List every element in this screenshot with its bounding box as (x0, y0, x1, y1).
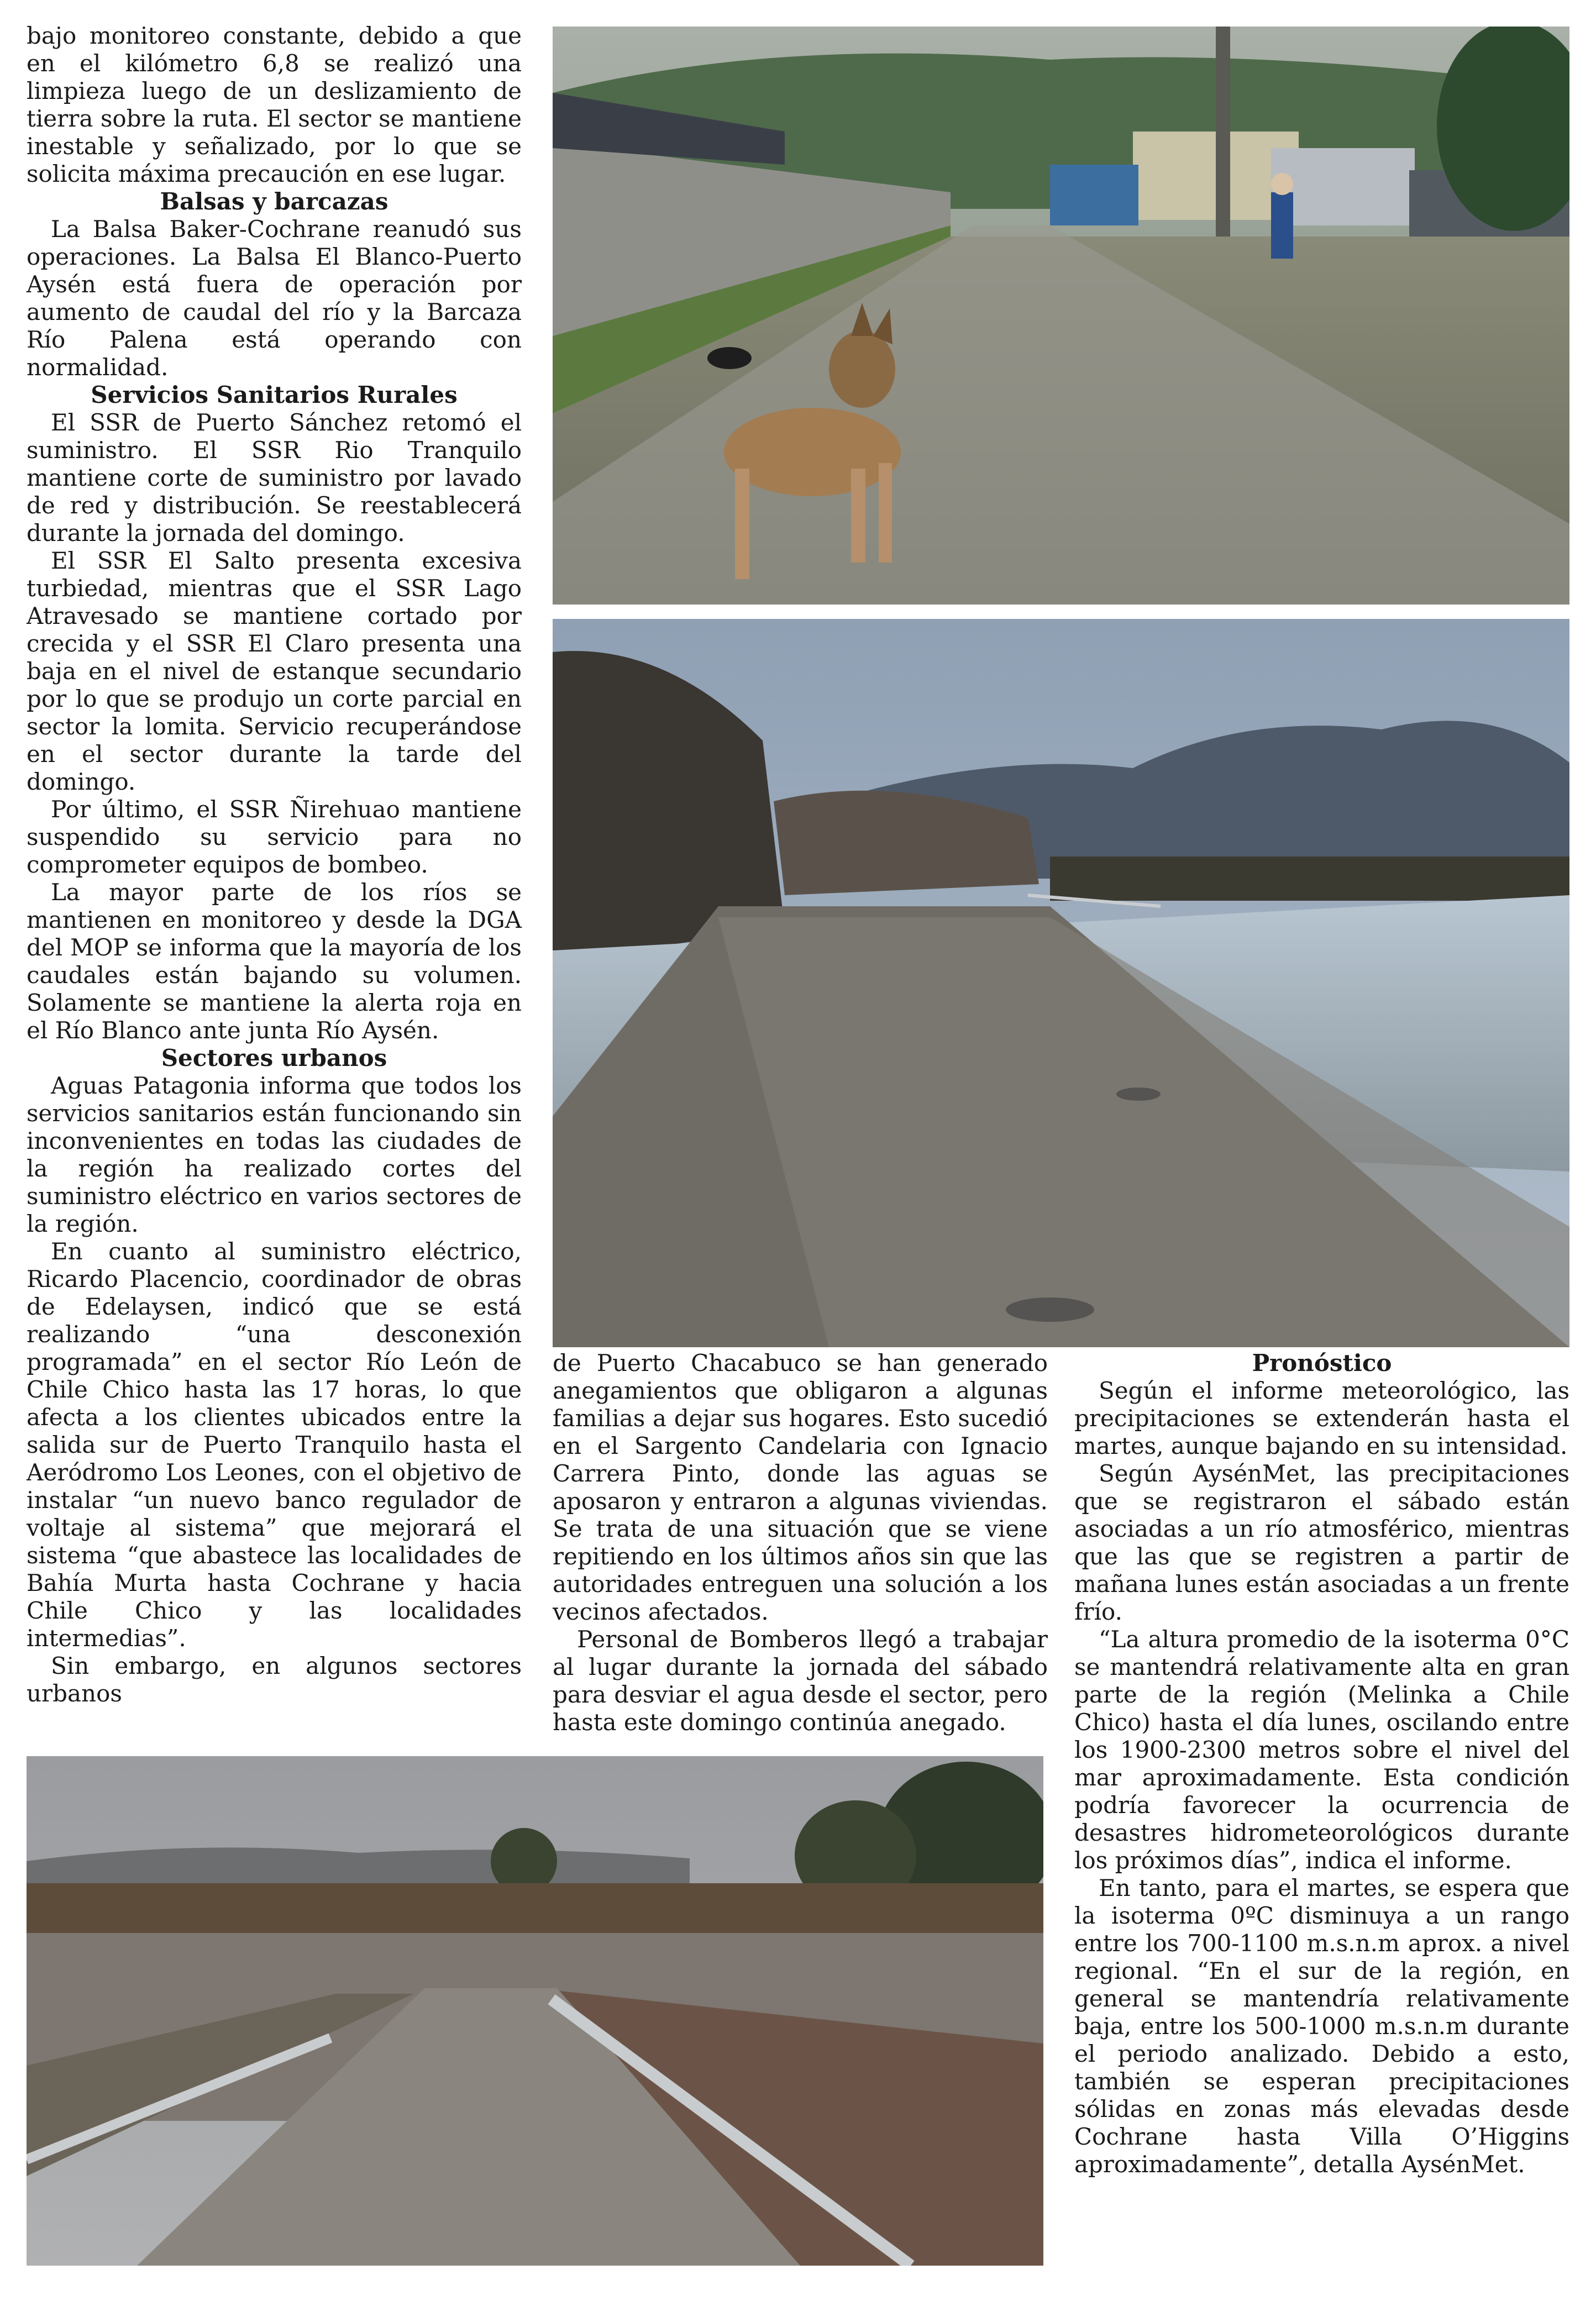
paragraph-pronostico-3: “La altura promedio de la isoterma 0°C se mantendrá relativamente alta en gran parte de la región (Melinka a Chile Chico) hasta el día lunes, oscilando entre los 1900-2300 metros sobre el nivel del mar aproximadamente. Esta condición podría favorecer la ocurrencia de desastres hidrometeorológicos durante los próximos días”, indica el informe. (1074, 1626, 1569, 1874)
paragraph-ssr-2: El SSR El Salto presenta excesiva turbiedad, mientras que el SSR Lago Atravesado se mantiene cortado por crecida y el SSR El Claro presenta una baja en el nivel de estanque secundario por lo que se produjo un corte parcial en sector la lomita. Servicio recuperándose en el sector durante la tarde del domingo. (27, 547, 522, 795)
paragraph-pronostico-4: En tanto, para el martes, se espera que la isoterma 0ºC disminuya a un rango entre los 700-1100 m.s.n.m aprox. a nivel regional. “En el sur de la región, en general se mantendría relativamente baja, entre los 500-1000 m.s.n.m durante el periodo analizado. Debido a esto, también se esperan precipitaciones sólidas en zonas más elevadas desde Cochrane hasta Villa O’Higgins aproximadamente”, detalla AysénMet. (1074, 1874, 1569, 2178)
paragraph-bomberos: Personal de Bomberos llegó a trabajar al lugar durante la jornada del sábado para desviar el agua desde el sector, pero hasta este domingo continúa anegado. (553, 1626, 1048, 1736)
photo-flooded-road-with-guardrails (27, 1756, 1043, 2266)
heading-pronostico: Pronóstico (1252, 1349, 1392, 1377)
paragraph-urbanos-3: Sin embargo, en algunos sectores urbanos (27, 1652, 522, 1707)
heading-ssr: Servicios Sanitarios Rurales (91, 381, 458, 408)
paragraph-ssr-1: El SSR de Puerto Sánchez retomó el suministro. El SSR Rio Tranquilo mantiene corte de suministro por lavado de red y distribución. Se reestablecerá durante la jornada del domingo. (27, 409, 522, 547)
paragraph-balsas: La Balsa Baker-Cochrane reanudó sus operaciones. La Balsa El Blanco-Puerto Aysén está fuera de operación por aumento de caudal del río y la Barcaza Río Palena está operando con normalidad. (27, 216, 522, 381)
right-column (1074, 1349, 1569, 2178)
heading-urbanos: Sectores urbanos (161, 1044, 387, 1071)
paragraph-middle-continued: de Puerto Chacabuco se han generado anegamientos que obligaron a algunas familias a dejar sus hogares. Esto sucedió en el Sargento Candelaria con Ignacio Carrera Pinto, donde las aguas se aposaron y entraron a algunas viviendas. Se trata de una situación que se viene repitiendo en los últimos años sin que las autoridades entreguen una solución a los vecinos afectados. (553, 1349, 1048, 1625)
paragraph-urbanos-2: En cuanto al suministro eléctrico, Ricardo Placencio, coordinador de obras de Edelaysen, indicó que se está realizando “una desconexión programada” en el sector Río León de Chile Chico hasta las 17 horas, lo que afecta a los clientes ubicados entre la salida sur de Puerto Tranquilo hasta el Aeródromo Los Leones, con el objetivo de instalar “un nuevo banco regulador de voltaje al sistema” que mejorará el sistema “que abastece las localidades de Bahía Murta hasta Cochrane y hacia Chile Chico y las localidades intermedias”. (27, 1238, 522, 1652)
photo-flooded-gravel-road (553, 619, 1569, 1347)
left-column (27, 22, 522, 1708)
photo-flooded-street-with-dog (553, 27, 1569, 605)
paragraph-rios: La mayor parte de los ríos se mantienen en monitoreo y desde la DGA del MOP se informa que la mayoría de los caudales están bajando su volumen. Solamente se mantiene la alerta roja en el Río Blanco ante junta Río Aysén. (27, 879, 522, 1044)
paragraph-ssr-3: Por último, el SSR Ñirehuao mantiene suspendido su servicio para no comprometer equipos de bombeo. (27, 796, 522, 878)
paragraph-urbanos-1: Aguas Patagonia informa que todos los servicios sanitarios están funcionando sin inconvenientes en todas las ciudades de la región ha realizado cortes del suministro eléctrico en varios sectores de la región. (27, 1072, 522, 1237)
middle-column (553, 1349, 1048, 1736)
heading-balsas: Balsas y barcazas (160, 188, 389, 215)
paragraph-pronostico-1: Según el informe meteorológico, las precipitaciones se extenderán hasta el martes, aunque bajando en su intensidad. (1074, 1377, 1569, 1459)
paragraph-continued: bajo monitoreo constante, debido a que en el kilómetro 6,8 se realizó una limpieza luego de un deslizamiento de tierra sobre la ruta. El sector se mantiene inestable y señalizado, por lo que se solicita máxima precaución en ese lugar. (27, 22, 522, 187)
paragraph-pronostico-2: Según AysénMet, las precipitaciones que se registraron el sábado están asociadas a un río atmosférico, mientras que las que se registren a partir de mañana lunes están asociadas a un frente frío. (1074, 1460, 1569, 1625)
